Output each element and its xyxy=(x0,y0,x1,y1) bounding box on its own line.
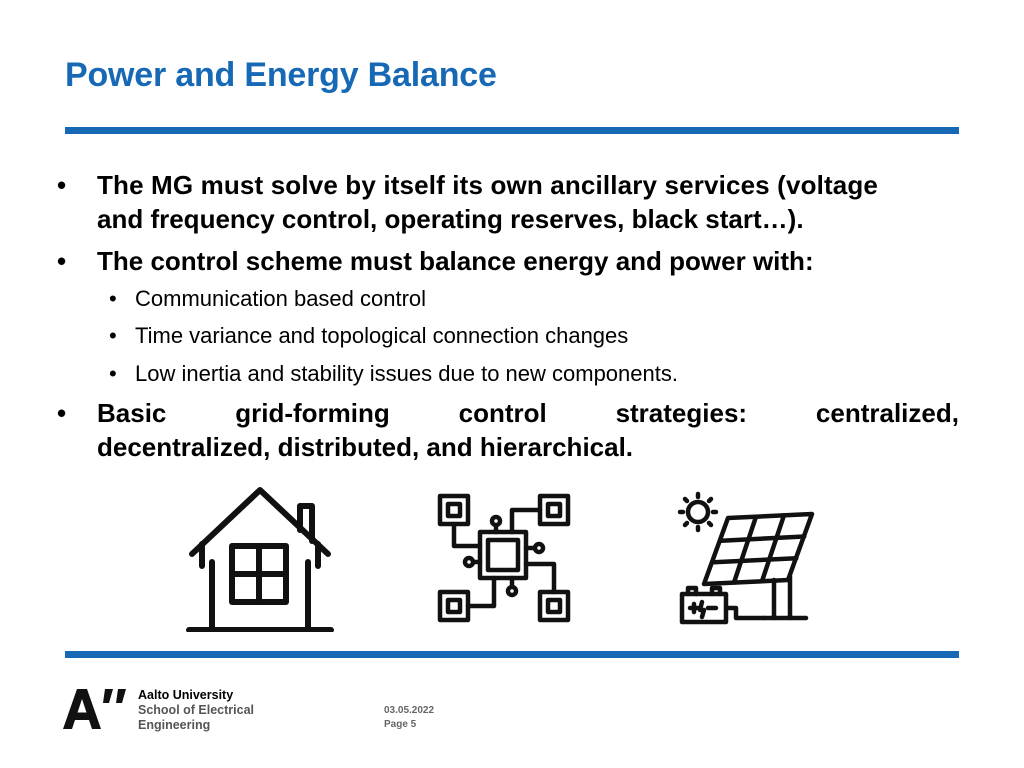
sub-bullet-dot: • xyxy=(109,286,117,311)
org-line-1: Aalto University xyxy=(138,688,234,702)
bullet-3-line-2: decentralized, distributed, and hierarchical. xyxy=(97,432,634,462)
bullet-3-line-1 xyxy=(97,396,959,430)
bullet-dot: • xyxy=(57,398,67,428)
sub-bullet-3 xyxy=(109,359,955,389)
bullet-1 xyxy=(57,168,959,236)
page-title: Power and Energy Balance xyxy=(65,56,497,94)
org-line-2: School of Electrical xyxy=(138,703,255,717)
bullet-2-text: The control scheme must balance energy and power with: xyxy=(97,246,814,276)
bullet-dot: • xyxy=(57,246,67,276)
bullet-3-word: Basic xyxy=(97,398,167,428)
circuit-chip-icon xyxy=(436,492,572,624)
sub-bullet-dot: • xyxy=(109,361,117,386)
bullet-3-word: centralized, xyxy=(815,398,959,428)
institution-name xyxy=(138,688,254,733)
bullet-dot: • xyxy=(57,170,67,200)
sub-bullet-dot: • xyxy=(109,323,117,348)
bullet-2 xyxy=(57,244,959,278)
house-icon xyxy=(186,484,334,632)
sub-bullet-text: Communication based control xyxy=(135,286,427,311)
bullet-3-word: control xyxy=(458,398,547,428)
footer-divider xyxy=(65,651,959,658)
solar-panel-battery-icon xyxy=(676,490,816,630)
sub-bullet-1 xyxy=(109,284,955,314)
aalto-logo-icon xyxy=(63,689,129,729)
org-line-3: Engineering xyxy=(138,718,211,732)
bullet-3-word: grid-forming xyxy=(235,398,390,428)
sub-bullet-text: Time variance and topological connection changes xyxy=(135,323,629,348)
sub-bullet-2 xyxy=(109,321,955,351)
page-number: Page 5 xyxy=(384,719,417,730)
footer-meta xyxy=(384,704,434,732)
bullet-1-line-1: The MG must solve by itself its own ancillary services (voltage xyxy=(97,170,879,200)
bullet-3-word: strategies: xyxy=(615,398,748,428)
footer-date: 03.05.2022 xyxy=(384,705,435,716)
bullet-1-line-2: and frequency control, operating reserves, black start…). xyxy=(97,204,804,234)
title-divider xyxy=(65,127,959,134)
sub-bullet-text: Low inertia and stability issues due to new components. xyxy=(135,361,678,386)
